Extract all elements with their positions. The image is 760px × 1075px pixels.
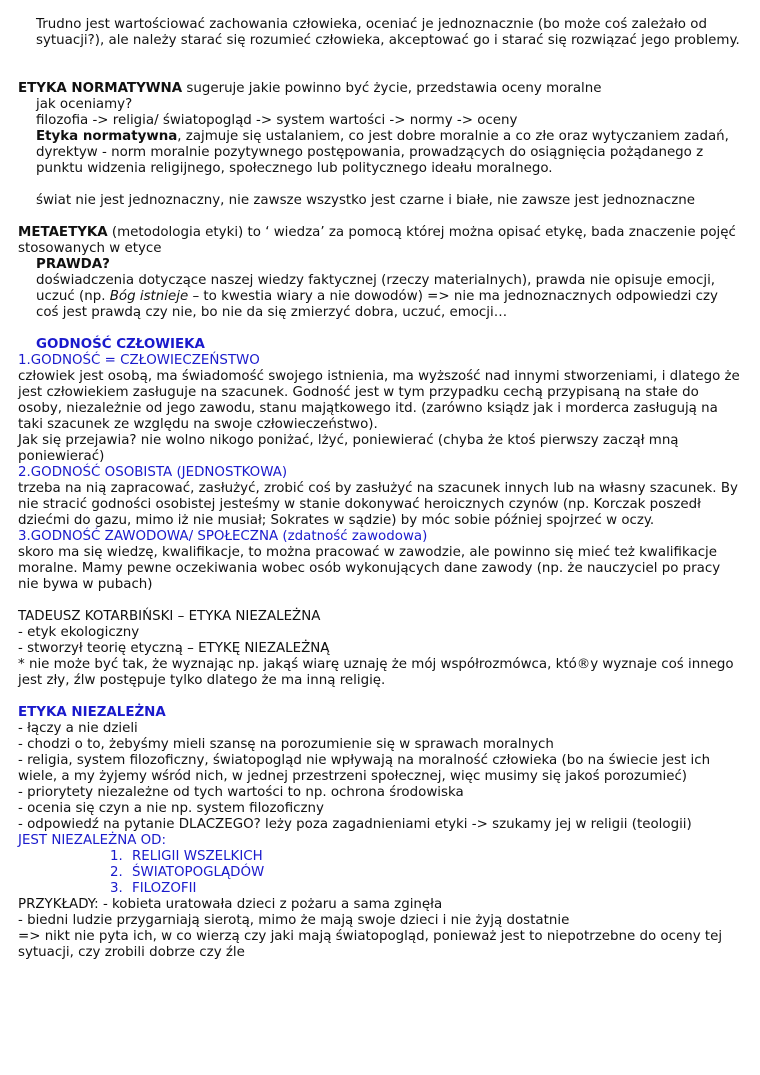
kotarbinski-title: TADEUSZ KOTARBIŃSKI – ETYKA NIEZALEŻNA [18,609,321,624]
kotarbinski-line-2: - stworzył teorię etyczną – ETYKĘ NIEZALEŻNĄ [18,641,330,656]
godnosc-text-3: skoro ma się wiedzę, kwalifikacje, to można pracować w zawodzie, ale powinno się mieć też kwalifikacje moralne. Mamy pewne oczekiwania wobec osób wykonujących dane zawody (np. że nauczyciel po pracy nie bywa w pubach) [18,545,721,592]
godnosc-text-1b: Jak się przejawia? nie wolno nikogo poniżać, lżyć, poniewierać (chyba że ktoś pierwszy zaczął mną poniewierać) [18,433,679,464]
niezalezna-od-list [18,849,742,897]
metaetyka-text-a: doświadczenia dotyczące naszej wiedzy faktycznej (rzeczy materialnych), prawda nie opisuje emocji, uczuć (np. [36,273,716,304]
list-item [18,849,742,865]
spacer [18,689,742,705]
niezalezna-line-4: - priorytety niezależne od tych wartości to np. ochrona środowiska [18,785,464,800]
niezalezna-example-2: - biedni ludzie przygarniają sierotą, mimo że mają swoje dzieci i nie żyją dostatnie [18,913,570,928]
godnosc-heading-1: 1.GODNOŚĆ = CZŁOWIECZEŃSTWO [18,353,260,368]
niezalezna-title: ETYKA NIEZALEŻNA [18,705,166,720]
spacer [18,593,742,609]
godnosc-heading-2: 2.GODNOŚĆ OSOBISTA (JEDNOSTKOWA) [18,465,288,480]
normatywna-chain: filozofia -> religia/ światopogląd -> system wartości -> normy -> oceny [36,113,518,128]
niezalezna-line-3: - religia, system filozoficzny, światopogląd nie wpływają na moralność człowieka (bo na świecie jest ich wiele, a my żyjemy wśród nich, w jednej przestrzeni społecznej, więc musimy się jakoś porozumieć) [18,753,711,784]
intro-paragraph: Trudno jest wartościować zachowania człowieka, oceniać je jednoznacznie (bo może coś zależało od sytuacji?), ale należy starać się rozumieć człowieka, akceptować go i starać się rozwiązać jego problemy. [36,17,740,48]
metaetyka-prawda: PRAWDA? [36,257,110,272]
niezalezna-line-1: - łączy a nie dzieli [18,721,138,736]
list-item-label: ŚWIATOPOGLĄDÓW [132,865,265,880]
section-godnosc [18,337,742,593]
metaetyka-paragraph [18,273,742,321]
godnosc-text-2: trzeba na nią zapracować, zasłużyć, zrobić coś by zasłużyć na szacunek innych lub na własny szacunek. By nie stracić godności osobistej jesteśmy w stanie dokonywać heroicznych czynów (np. Korczak poszedł dziećmi do gazu, mimo iż nie musiał; Sokrates w sądzie) by móc sobie później spojrzeć w oczy. [18,481,738,528]
niezalezna-example-3: => nikt nie pyta ich, w co wierzą czy jaki mają światopogląd, ponieważ jest to niepotrzebne do oceny tej sytuacji, czy zrobili dobrze czy źle [18,929,723,960]
metaetyka-text-b: – to kwestia wiary a nie dowodów) => nie ma jednoznacznych odpowiedzi czy coś jest prawdą czy nie, bo nie da się zmierzyć dobra, uczuć, emocji… [36,289,718,320]
document-page [18,17,742,961]
section-kotarbinski [18,609,742,689]
kotarbinski-line-1: - etyk ekologiczny [18,625,140,640]
list-item-label: FILOZOFII [132,881,197,896]
godnosc-title: GODNOŚĆ CZŁOWIEKA [36,337,205,352]
section-metaetyka [18,225,742,321]
metaetyka-text-italic: Bóg istnieje [109,289,189,304]
niezalezna-line-5: - ocenia się czyn a nie np. system filozoficzny [18,801,324,816]
normatywna-question: jak oceniamy? [36,97,133,112]
list-item-label: RELIGII WSZELKICH [132,849,263,864]
niezalezna-line-6: - odpowiedź na pytanie DLACZEGO? leży poza zagadnieniami etyki -> szukamy jej w religii (teologii) [18,817,692,832]
niezalezna-od-title: JEST NIEZALEŻNA OD: [18,833,166,848]
normatywna-def-rest: , zajmuje się ustalaniem, co jest dobre moralnie a co złe oraz wytyczaniem zadań, dyrektyw - norm moralnie pozytywnego postępowania, prowadzących do osiągnięcia pożądanego z punktu widzenia religijnego, społecznego lub politycznego ideału moralnego. [36,129,729,176]
spacer [18,321,742,337]
normatywna-definition [18,129,742,177]
normatywna-world: świat nie jest jednoznaczny, nie zawsze wszystko jest czarne i białe, nie zawsze jest jednoznaczne [36,193,695,208]
list-item-number: 3. [110,881,123,896]
spacer [18,49,742,81]
niezalezna-example-1: PRZYKŁADY: - kobieta uratowała dzieci z pożaru a sama zginęła [18,897,443,912]
metaetyka-heading-line [18,225,742,257]
kotarbinski-line-3: * nie może być tak, że wyznając np. jakąś wiarę uznaję że mój współrozmówca, któ®y wyznaje coś innego jest zły, źlw postępuje tylko dlatego że ma inną religię. [18,657,734,688]
metaetyka-title-rest: (metodologia etyki) to ‘ wiedza’ za pomocą której można opisać etykę, bada znaczenie pojęć stosowanych w etyce [18,225,736,256]
godnosc-heading-3: 3.GODNOŚĆ ZAWODOWA/ SPOŁECZNA (zdatność zawodowa) [18,529,428,544]
list-item [18,865,742,881]
godnosc-text-1: człowiek jest osobą, ma świadomość swojego istnienia, ma wyższość nad innymi stworzeniami, i dlatego że jest człowiekiem zasługuje na szacunek. Godność jest w tym przypadku cechą przypisaną na stałe do osoby, niezależnie od jego zawodu, stanu majątkowego itd. (zarówno ksiądz jak i morderca zasługują na taki szacunek ze względu na swoje człowieczeństwo). [18,369,740,432]
list-item [18,881,742,897]
list-item-number: 2. [110,865,123,880]
spacer [18,209,742,225]
normatywna-title-rest: sugeruje jakie powinno być życie, przedstawia oceny moralne [182,81,602,96]
niezalezna-line-2: - chodzi o to, żebyśmy mieli szansę na porozumienie się w sprawach moralnych [18,737,554,752]
section-etyka-normatywna [18,81,742,209]
normatywna-title: ETYKA NORMATYWNA [18,81,183,96]
section-etyka-niezalezna [18,705,742,961]
list-item-number: 1. [110,849,123,864]
normatywna-def-bold: Etyka normatywna [36,129,178,144]
normatywna-heading-line [18,81,742,97]
spacer [18,177,742,193]
metaetyka-title: METAETYKA [18,225,108,240]
